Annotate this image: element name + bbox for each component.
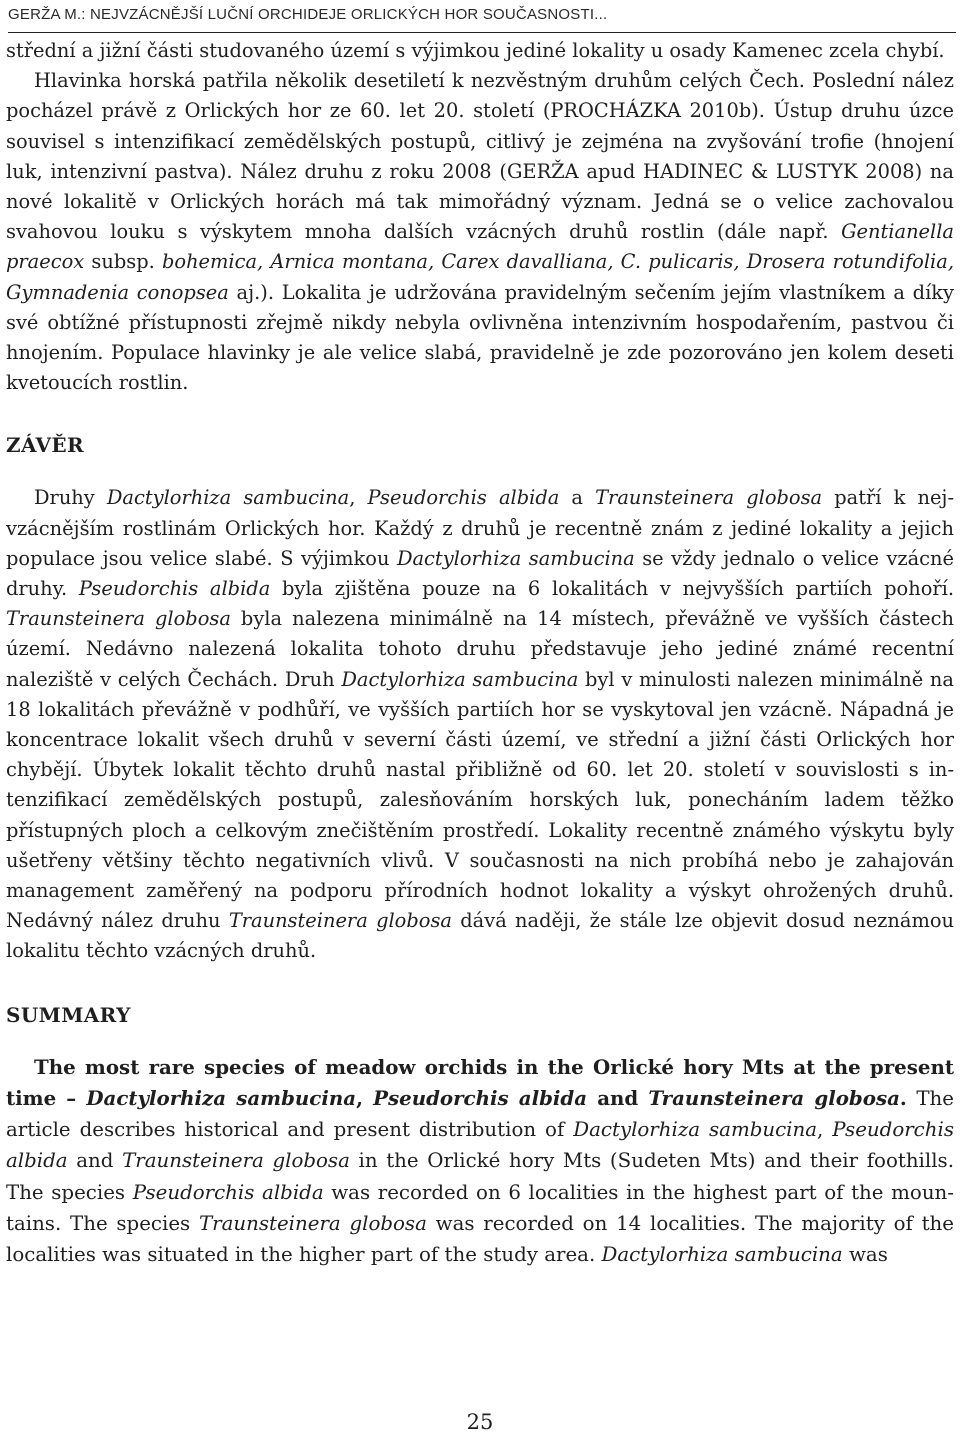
species-name: Pseudorchis albida	[78, 577, 271, 601]
species-name: Pseudorchis albida	[132, 1180, 324, 1204]
species-name: Traunsteinera globosa	[198, 1211, 427, 1235]
species-name: Dactylorhiza sambucina	[601, 1242, 843, 1266]
species-name: Dactylorhiza sambucina	[341, 667, 579, 691]
section-heading-zaver: ZÁVĚR	[6, 433, 85, 458]
running-head: GERŽA M.: NEJVZÁCNĚJŠÍ LUČNÍ ORCHIDEJE ORLICKÝCH HOR SOUČASNOSTI...	[8, 6, 956, 33]
species-name: Traunsteinera globosa	[228, 909, 452, 933]
summary-lead: The most rare species of meadow orchids in the Orlické hory Mts at the present time – Dactylorhiza sambucina, Pseudorchis albida and Traunsteinera globosa.	[6, 1054, 954, 1110]
page-number: 25	[466, 1410, 494, 1434]
species-name: Traunsteinera globosa	[122, 1149, 350, 1173]
intro-paragraph-2: Hlavinka horská patřila několik desetiletí k nezvěstným druhům celých Čech. Poslední nález pocházel právě z Orlických hor ze 60. let 20. století (PROCHÁZKA 2010b). Ústup druhu úzce souvisel s intenzifikací zemědělských postupů, citlivý je zejména na zvyšování trofie (hnojení luk, intenzivní pastva). Nález druhu z roku 2008 (GERŽA apud HADINEC & LUSTYK 2008) na nové lokalitě v Orlických horách má tak mimořádný význam. Jedná se o velice zachovalou svahovou louku s výskytem mnoha dalších vzácných druhů rostlin (dále např. Gentianella praecox subsp. bohemica, Arnica montana, Carex davalliana, C. pulicaris, Drosera rotundifolia, Gymnadenia conopsea aj.). Lokalita je udržována pravidelným sečením jejím vlastníkem a díky své obtížné přístupnosti zřejmě nikdy nebyla ovlivněna intenzivním hospodařením, pastvou či hnojením. Populace hlavinky je ale velice slabá, pravidelně je zde pozorováno jen kolem deseti kvetoucích rostlin.	[6, 69, 955, 395]
species-name: Pseudorchis albida	[367, 486, 560, 510]
species-name: Pseudorchis albida	[6, 1118, 954, 1173]
species-name: Dactylorhiza sambucina	[573, 1118, 818, 1142]
zaver-paragraph: Druhy Dactylorhiza sambucina, Pseudorchis albida a Traunsteinera globosa patří k nejvzácnějším rostlinám Orlických hor. Každý z druhů je recentně znám z jediné lokality a jejich populace jsou velice slabé. S výjimkou Dactylorhiza sambucina se vždy jednalo o velice vzácné druhy. Pseudorchis albida byla zjištěna pouze na 6 lokalitách v nejvyšších partiích pohoří. Traunsteinera globosa byla nalezena minimálně na 14 místech, převážně ve vyšších částech území. Nedávno nalezená lokalita tohoto druhu představuje jeho jediné známé recentní naleziště v celých Čechách. Druh Dactylorhiza sambucina byl v minulosti nalezen minimálně na 18 lokalitách převážně v podhůří, ve vyšších partiích hor se vyskytoval jen vzácně. Nápadná je koncentrace lokalit všech druhů v severní části území, ve střední a jižní části Orlických hor chybějí. Úbytek lokalit těchto druhů nastal přibližně od 60. let 20. století v souvislosti s intenzifikací zemědělských postupů, zalesňováním horských luk, ponecháním ladem těžko přístupných ploch a celkovým znečištěním prostředí. Lokality recentně známého výskytu byly ušetřeny většiny těchto negativních vlivů. V současnosti na nich probíhá nebo je zahajován management zaměřený na podporu přírodních hodnot lokality a výskyt ohrožených druhů. Nedávný nález druhu Traunsteinera globosa dává naději, že stále lze objevit dosud neznámou lokalitu těchto vzácných druhů.	[6, 486, 955, 963]
species-name: Traunsteinera globosa	[595, 486, 823, 510]
species-list: bohemica, Arnica montana, Carex davalliana, C. pulicaris, Drosera rotundifolia, Gymnadenia conopsea	[6, 250, 954, 304]
species-name: Dactylorhiza sambucina	[396, 546, 635, 570]
section-heading-summary: SUMMARY	[6, 1002, 131, 1027]
intro-paragraph-1: střední a jižní části studovaného území s výjimkou jediné lokality u osady Kamenec zcela chybí.	[6, 39, 945, 62]
summary-paragraph: The most rare species of meadow orchids in the Orlické hory Mts at the present time – Dactylorhiza sambucina, Pseudorchis albida and Traunsteinera globosa. The article describes historical and present distribution of Dactylorhiza sambucina, Pseudorchis albida and Traunsteinera globosa in the Orlické hory Mts (Sudeten Mts) and their foothills. The species Pseudorchis albida was recorded on 6 localities in the highest part of the mountains. The species Traunsteinera globosa was recorded on 14 localities. The majority of the localities was situated in the higher part of the study area. Dactylorhiza sambucina was	[6, 1054, 954, 1266]
species-name: Dactylorhiza sambucina	[106, 486, 350, 510]
page-content	[6, 36, 954, 1270]
species-name: Traunsteinera globosa	[6, 607, 231, 631]
species-name: Gentianella praecox	[6, 220, 954, 274]
